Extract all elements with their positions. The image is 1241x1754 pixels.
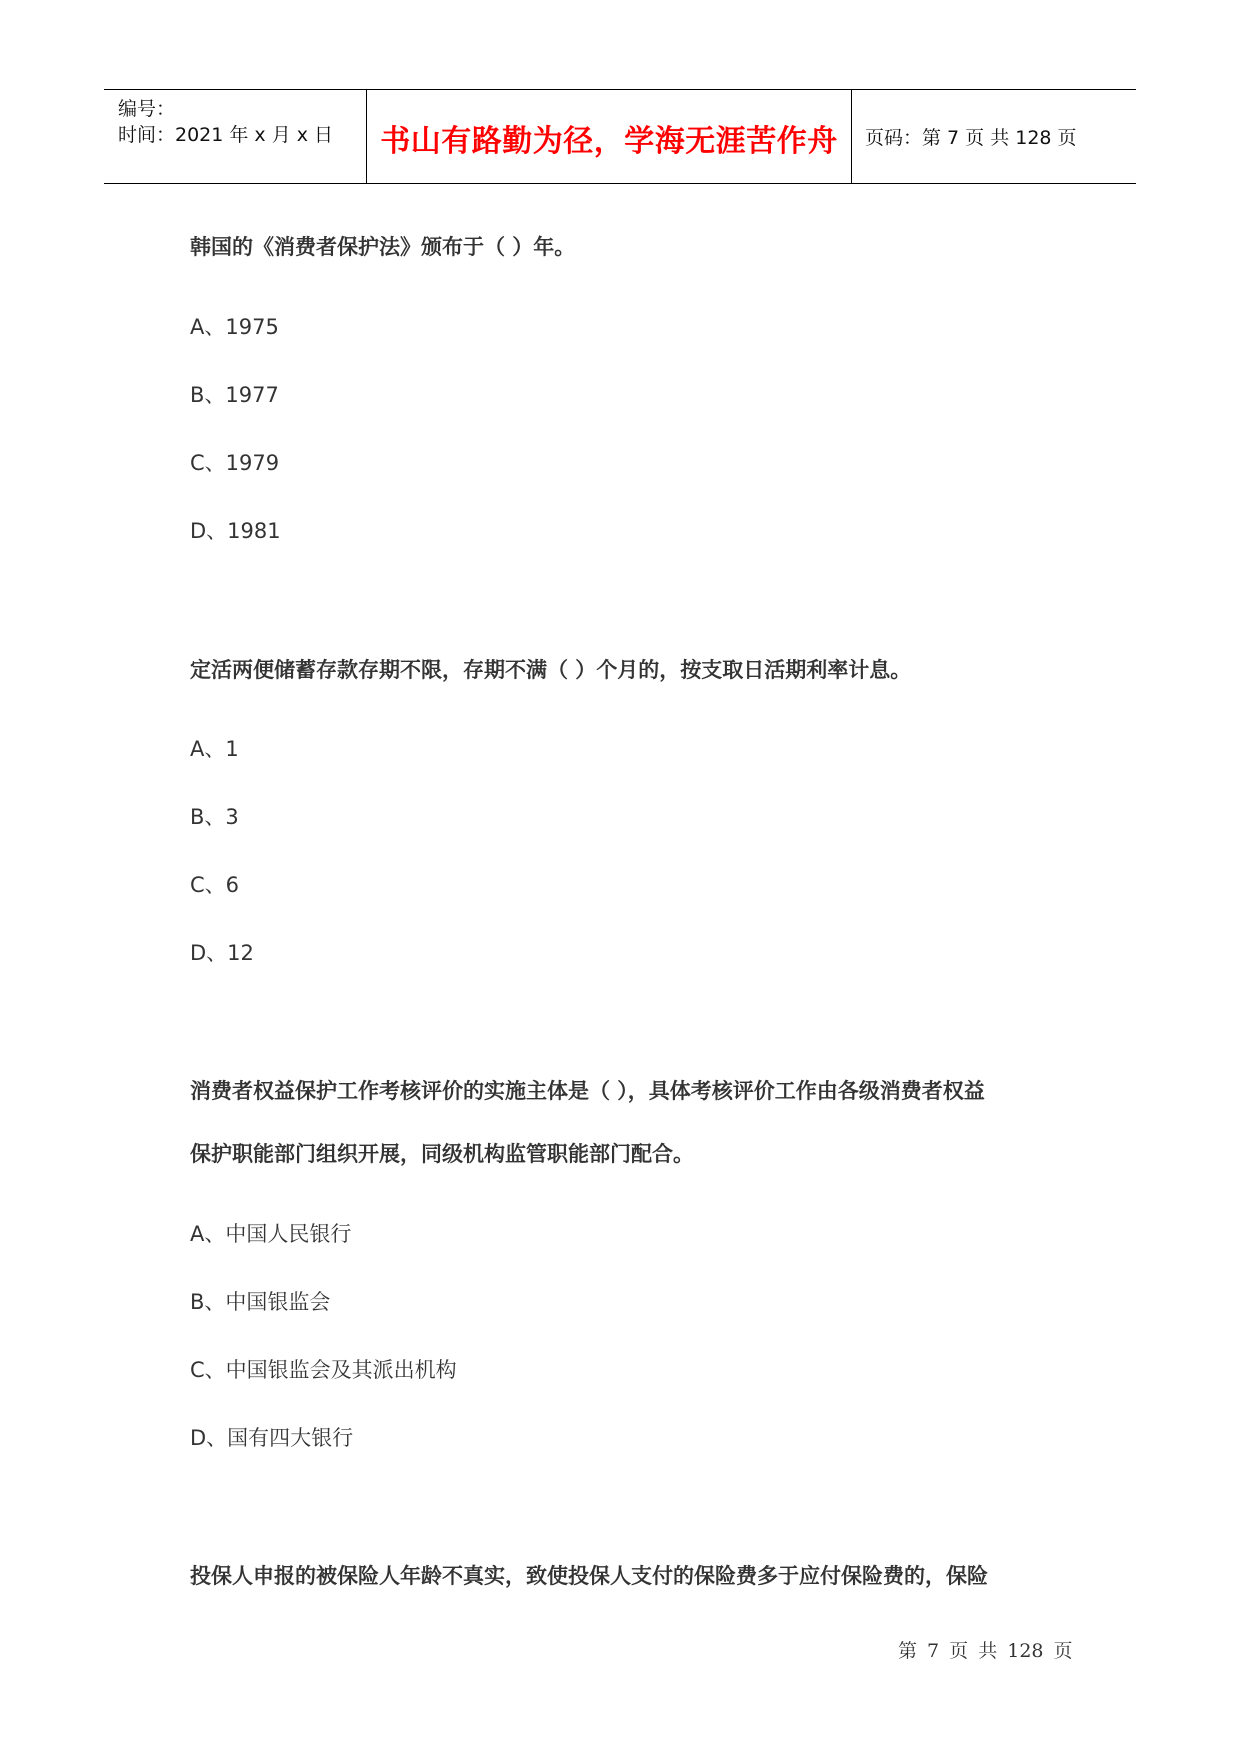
question-3-option-a: A、中国人民银行 xyxy=(190,1222,352,1246)
question-4-text: 投保人申报的被保险人年龄不真实，致使投保人支付的保险费多于应付保险费的，保险 xyxy=(190,1564,988,1588)
question-2-text: 定活两便储蓄存款存期不限，存期不满（ ）个月的，按支取日活期利率计息。 xyxy=(190,658,912,682)
header-motto: 书山有路勤为径，学海无涯苦作舟 xyxy=(380,124,838,159)
question-1-option-a: A、1975 xyxy=(190,315,279,339)
question-3-text-line-1: 消费者权益保护工作考核评价的实施主体是（ ），具体考核评价工作由各级消费者权益 xyxy=(190,1079,985,1103)
question-1-option-c: C、1979 xyxy=(190,451,280,475)
page-footer: 第 7 页 共 128 页 xyxy=(898,1640,1073,1662)
question-3-option-c: C、中国银监会及其派出机构 xyxy=(190,1358,457,1382)
question-2-option-d: D、12 xyxy=(190,941,254,965)
question-1-option-b: B、1977 xyxy=(190,383,279,407)
question-3-text-line-2: 保护职能部门组织开展，同级机构监管职能部门配合。 xyxy=(190,1142,694,1166)
question-2-option-b: B、3 xyxy=(190,805,239,829)
document-time-label: 时间：2021 年 x 月 x 日 xyxy=(118,124,334,146)
question-2-option-a: A、1 xyxy=(190,737,239,761)
document-header xyxy=(104,89,1136,184)
header-motto-cell xyxy=(367,90,852,183)
question-1-option-d: D、1981 xyxy=(190,519,281,543)
header-page-cell xyxy=(853,90,1136,183)
header-page-label: 页码：第 7 页 共 128 页 xyxy=(865,127,1077,149)
header-info-cell xyxy=(104,90,367,183)
question-3-option-d: D、国有四大银行 xyxy=(190,1426,354,1450)
question-2-option-c: C、6 xyxy=(190,873,240,897)
document-number-label: 编号： xyxy=(118,98,176,120)
question-1-text: 韩国的《消费者保护法》颁布于（ ）年。 xyxy=(190,235,576,259)
question-3-option-b: B、中国银监会 xyxy=(190,1290,331,1314)
